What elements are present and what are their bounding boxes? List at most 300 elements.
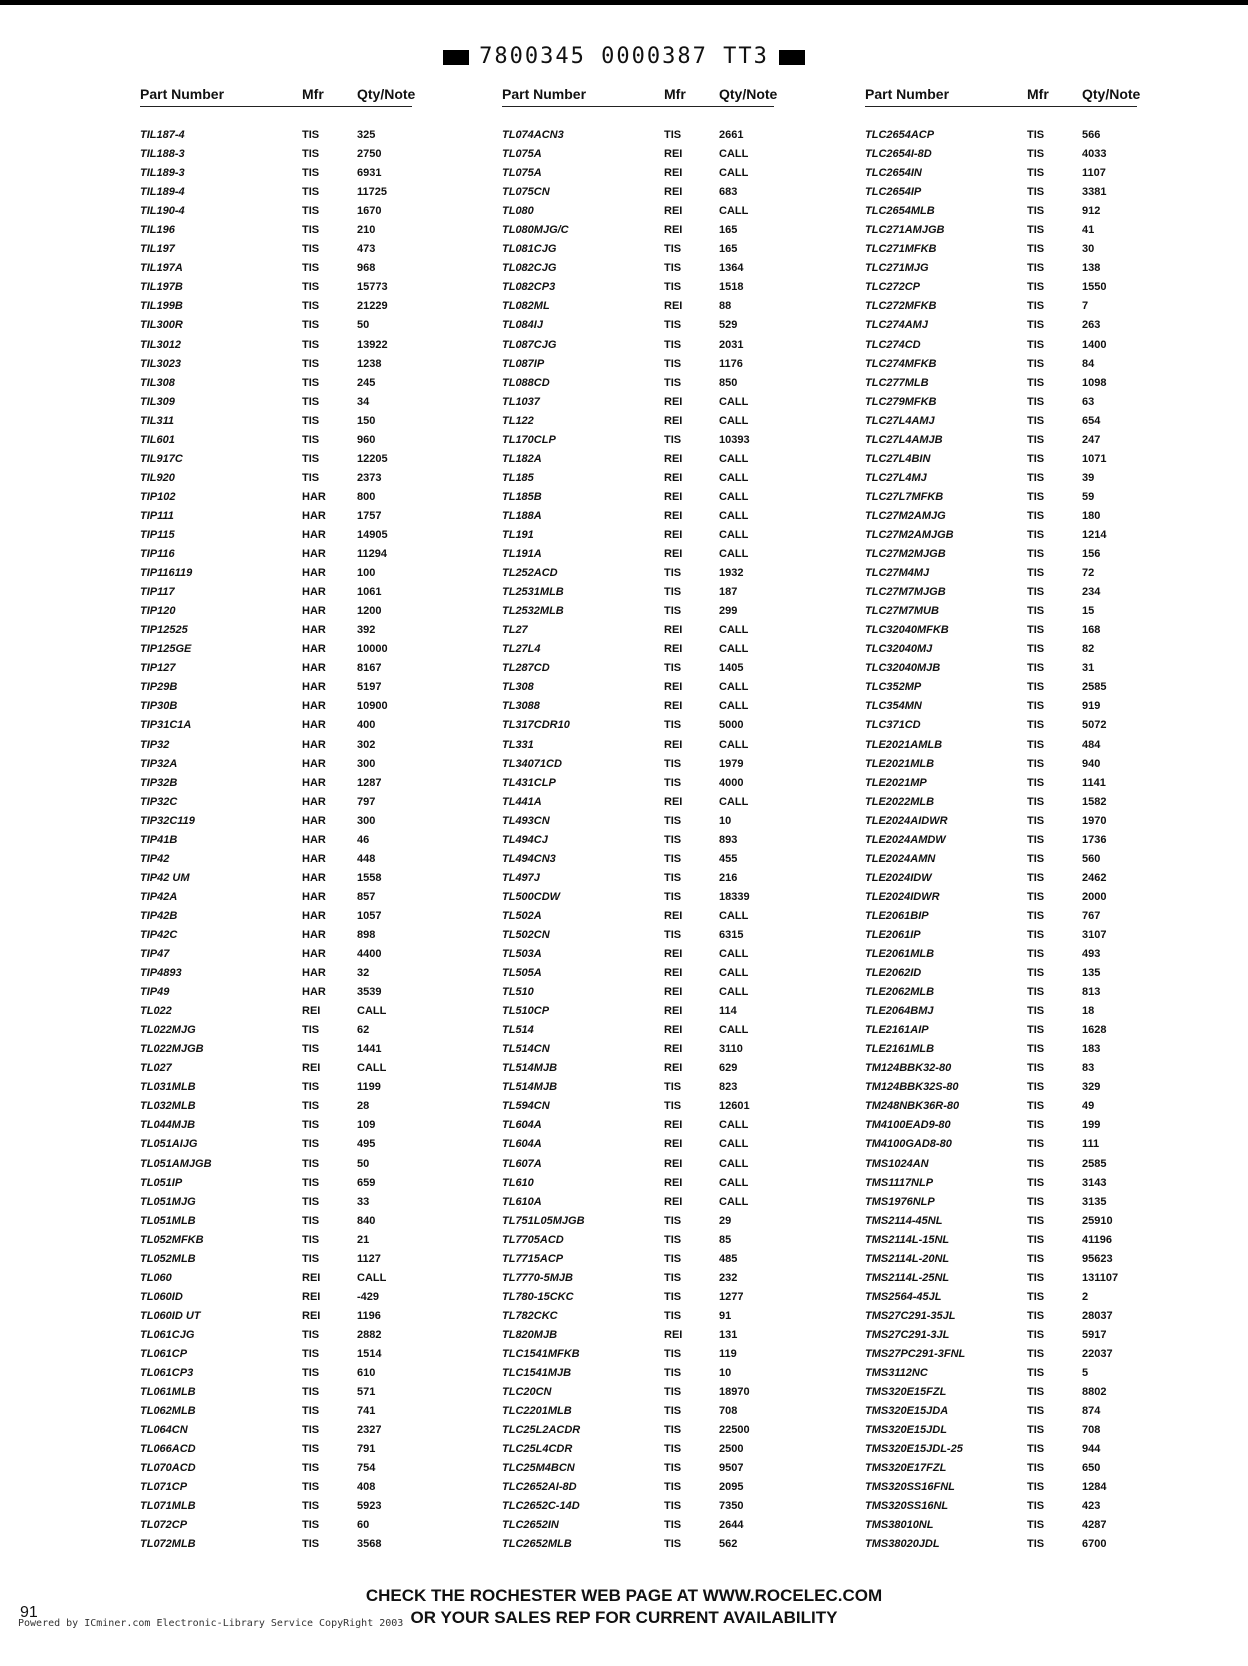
qty-note: 5923 <box>357 1500 382 1513</box>
manufacturer: REI <box>302 1309 321 1322</box>
qty-note: 187 <box>719 586 738 599</box>
part-number: TLC27M4MJ <box>865 567 930 580</box>
manufacturer: TIS <box>664 129 682 141</box>
qty-note: 874 <box>1082 1405 1101 1418</box>
column-header <box>865 84 1141 107</box>
table-row <box>865 450 1137 469</box>
table-row <box>140 336 412 355</box>
table-row <box>502 926 774 945</box>
manufacturer: TIS <box>1027 1424 1045 1437</box>
part-number: TL071CP <box>140 1481 188 1494</box>
qty-note: 1141 <box>1082 776 1106 789</box>
part-number: TMS320E17FZL <box>865 1462 947 1475</box>
table-row <box>502 355 774 374</box>
manufacturer: REI <box>664 986 683 999</box>
qty-note: 4400 <box>357 948 382 961</box>
table-row <box>865 431 1137 450</box>
part-number-heading: Part Number <box>502 86 587 102</box>
part-number: TLC2652MLB <box>502 1538 572 1551</box>
table-row <box>140 1250 412 1269</box>
part-number: TLC32040MJB <box>865 662 941 675</box>
part-number: TLC274AMJ <box>865 319 928 332</box>
qty-note: 21229 <box>357 300 388 313</box>
part-number: TL27L4 <box>502 643 541 656</box>
qty-note: 84 <box>1082 357 1095 370</box>
table-row <box>502 945 774 964</box>
part-number: TLC271MFKB <box>865 243 937 256</box>
table-row <box>140 316 412 335</box>
manufacturer: TIS <box>1027 948 1045 961</box>
qty-note: 46 <box>357 833 370 846</box>
table-row <box>140 907 412 926</box>
table-row <box>140 202 412 221</box>
part-number: TL510CP <box>502 1005 550 1018</box>
table-row <box>865 564 1137 583</box>
manufacturer: HAR <box>302 605 326 618</box>
manufacturer: TIS <box>664 1386 682 1399</box>
part-number: TIP111 <box>140 509 174 522</box>
manufacturer: REI <box>664 624 683 637</box>
table-row <box>140 678 412 697</box>
qty-note: 1736 <box>1082 833 1107 846</box>
part-number: TIL197B <box>140 281 183 294</box>
manufacturer: TIS <box>664 243 682 256</box>
manufacturer: TIS <box>664 1424 682 1437</box>
qty-note: 234 <box>1082 586 1101 599</box>
table-row <box>502 450 774 469</box>
part-number: TLC27L4BIN <box>865 452 931 465</box>
table-row <box>502 1059 774 1078</box>
part-number: TIP115 <box>140 528 175 541</box>
part-number: TIP42A <box>140 890 178 903</box>
qty-note: 109 <box>357 1119 376 1132</box>
manufacturer: TIS <box>1027 548 1045 561</box>
manufacturer: TIS <box>1027 376 1045 389</box>
qty-note: 1127 <box>357 1252 381 1265</box>
table-row <box>140 1116 412 1135</box>
part-number: TMS1117NLP <box>865 1176 934 1189</box>
table-row <box>865 1155 1137 1174</box>
table-row <box>502 1269 774 1288</box>
qty-note: 1514 <box>357 1348 382 1360</box>
table-row <box>502 1288 774 1307</box>
manufacturer: HAR <box>302 643 326 656</box>
qty-note: 5 <box>1082 1367 1089 1380</box>
qty-note: 2373 <box>357 471 382 484</box>
part-number: TMS2114-45NL <box>865 1214 943 1227</box>
manufacturer: TIS <box>302 1081 320 1094</box>
manufacturer: TIS <box>1027 890 1045 903</box>
table-row <box>140 1383 412 1402</box>
manufacturer: TIS <box>1027 1538 1045 1551</box>
part-number: TLC27M7MJGB <box>865 586 946 599</box>
table-row <box>140 259 412 278</box>
manufacturer: HAR <box>302 662 326 675</box>
part-number: TIP102 <box>140 490 176 503</box>
part-number: TL607A <box>502 1157 542 1170</box>
table-row <box>502 812 774 831</box>
manufacturer: TIS <box>1027 357 1045 370</box>
manufacturer: TIS <box>664 1081 682 1094</box>
manufacturer: HAR <box>302 852 326 865</box>
qty-note: CALL <box>719 1138 749 1151</box>
qty-note: 1518 <box>719 281 744 294</box>
part-number: TL044MJB <box>140 1119 196 1132</box>
manufacturer: REI <box>664 700 683 713</box>
qty-note: 1199 <box>357 1081 381 1094</box>
table-row <box>865 164 1137 183</box>
table-row <box>865 1345 1137 1364</box>
qty-note: 2095 <box>719 1481 744 1494</box>
qty-note: 18970 <box>719 1386 750 1399</box>
part-number: TL072CP <box>140 1519 188 1532</box>
table-row <box>140 926 412 945</box>
part-number: TL064CN <box>140 1424 188 1437</box>
manufacturer: REI <box>664 528 683 541</box>
table-row <box>502 716 774 735</box>
manufacturer: TIS <box>302 1367 320 1380</box>
manufacturer: TIS <box>1027 700 1045 713</box>
table-row <box>502 469 774 488</box>
manufacturer: TIS <box>302 148 320 161</box>
table-row <box>140 1326 412 1345</box>
table-row <box>140 983 412 1002</box>
table-row <box>140 564 412 583</box>
manufacturer: TIS <box>664 605 682 618</box>
part-number: TLC25L2ACDR <box>502 1424 581 1437</box>
part-number: TL494CJ <box>502 833 548 846</box>
table-row <box>502 1193 774 1212</box>
part-number: TL170CLP <box>502 433 556 446</box>
table-row <box>865 964 1137 983</box>
manufacturer: TIS <box>302 376 320 389</box>
part-number: TL431CLP <box>502 776 556 789</box>
part-number: TLC2654I-8D <box>865 148 932 161</box>
manufacturer: TIS <box>664 719 682 732</box>
table-row <box>865 1078 1137 1097</box>
table-row <box>502 1364 774 1383</box>
table-row <box>865 412 1137 431</box>
part-number: TMS27C291-3JL <box>865 1328 950 1341</box>
part-number: TL031MLB <box>140 1081 196 1094</box>
table-row <box>865 526 1137 545</box>
table-row <box>502 412 774 431</box>
qty-note: CALL <box>719 528 749 541</box>
table-row <box>865 488 1137 507</box>
table-row <box>502 278 774 297</box>
table-row <box>865 202 1137 221</box>
part-number: TL191A <box>502 548 542 561</box>
part-number: TL493CN <box>502 814 550 827</box>
table-row <box>140 1078 412 1097</box>
part-number: TL317CDR10 <box>502 719 570 732</box>
table-row <box>502 526 774 545</box>
manufacturer: TIS <box>302 1138 320 1151</box>
manufacturer: TIS <box>1027 586 1045 599</box>
table-row <box>140 1345 412 1364</box>
part-number: TL080MJG/C <box>502 224 569 237</box>
qty-note: 473 <box>357 243 376 256</box>
manufacturer: TIS <box>302 1195 320 1208</box>
qty-note: 21 <box>357 1233 370 1246</box>
manufacturer: TIS <box>1027 738 1045 751</box>
qty-note: CALL <box>719 909 749 922</box>
qty-note: 300 <box>357 814 376 827</box>
table-row <box>502 545 774 564</box>
table-row <box>140 1307 412 1326</box>
table-row <box>865 1212 1137 1231</box>
part-number: TIL920 <box>140 471 175 484</box>
manufacturer: TIS <box>1027 662 1045 675</box>
manufacturer: TIS <box>1027 757 1045 770</box>
parts-list <box>502 126 774 1555</box>
part-number: TL780-15CKC <box>502 1290 574 1303</box>
document-code-header <box>0 44 1248 69</box>
qty-note: 12205 <box>357 452 388 465</box>
table-row <box>865 145 1137 164</box>
manufacturer: TIS <box>302 186 320 199</box>
part-number: TLE2024AMN <box>865 852 936 865</box>
table-row <box>140 1497 412 1516</box>
manufacturer: TIS <box>1027 624 1045 637</box>
manufacturer: TIS <box>1027 852 1045 865</box>
qty-note: 1196 <box>357 1309 381 1322</box>
table-row <box>502 1440 774 1459</box>
qty-note: 63 <box>1082 395 1095 408</box>
part-number: TIP32C119 <box>140 814 195 827</box>
manufacturer: REI <box>664 1043 683 1056</box>
manufacturer: TIS <box>1027 719 1045 732</box>
manufacturer: TIS <box>302 1519 320 1532</box>
table-row <box>865 869 1137 888</box>
qty-note: 1364 <box>719 262 744 275</box>
qty-note: 28037 <box>1082 1309 1113 1322</box>
part-number: TL604A <box>502 1138 542 1151</box>
table-row <box>865 1440 1137 1459</box>
part-number: TL594CN <box>502 1100 550 1113</box>
qty-note: 754 <box>357 1462 376 1475</box>
table-row <box>140 1421 412 1440</box>
manufacturer: REI <box>302 1062 321 1075</box>
qty-note: 2661 <box>719 129 744 141</box>
manufacturer: TIS <box>664 1100 682 1113</box>
qty-note: 840 <box>357 1214 376 1227</box>
part-number: TLE2024AMDW <box>865 833 946 846</box>
qty-note: 156 <box>1082 548 1101 561</box>
table-row <box>865 850 1137 869</box>
part-number: TL080 <box>502 205 534 218</box>
qty-note: 2031 <box>719 338 744 351</box>
manufacturer: REI <box>664 205 683 218</box>
part-number: TLE2021AMLB <box>865 738 943 751</box>
manufacturer: TIS <box>1027 452 1045 465</box>
qty-note: 150 <box>357 414 376 427</box>
table-row <box>502 1040 774 1059</box>
part-number: TLC1541MJB <box>502 1367 572 1380</box>
manufacturer: TIS <box>664 586 682 599</box>
qty-note: 1061 <box>357 586 382 599</box>
qty-note: 3135 <box>1082 1195 1107 1208</box>
manufacturer: REI <box>664 1157 683 1170</box>
part-number: TIP4893 <box>140 967 182 980</box>
manufacturer: TIS <box>664 1290 682 1303</box>
part-number: TIL311 <box>140 414 175 427</box>
table-row <box>865 1116 1137 1135</box>
table-row <box>865 697 1137 716</box>
qty-note: 119 <box>719 1348 737 1360</box>
part-number: TL782CKC <box>502 1309 558 1322</box>
qty-note: CALL <box>719 148 749 161</box>
mfr-heading: Mfr <box>664 86 686 102</box>
qty-note-heading: Qty/Note <box>357 86 416 102</box>
qty-note: 708 <box>719 1405 738 1418</box>
part-number: TIP116119 <box>140 567 193 580</box>
table-row <box>140 278 412 297</box>
qty-note: 1550 <box>1082 281 1107 294</box>
manufacturer: HAR <box>302 871 326 884</box>
part-number: TIL308 <box>140 376 175 389</box>
manufacturer: TIS <box>1027 395 1045 408</box>
part-number: TL061CJG <box>140 1328 195 1341</box>
table-row <box>865 1059 1137 1078</box>
table-row <box>865 316 1137 335</box>
manufacturer: TIS <box>1027 471 1045 484</box>
table-row <box>140 469 412 488</box>
part-number: TIL187-4 <box>140 129 185 141</box>
qty-note: 329 <box>1082 1081 1101 1094</box>
part-number: TL494CN3 <box>502 852 556 865</box>
manufacturer: TIS <box>1027 1443 1045 1456</box>
part-number: TL185B <box>502 490 542 503</box>
manufacturer: TIS <box>1027 1043 1045 1056</box>
manufacturer: TIS <box>1027 300 1045 313</box>
mfr-heading: Mfr <box>1027 86 1049 102</box>
part-number: TL051AIJG <box>140 1138 198 1151</box>
part-number: TL075A <box>502 167 542 180</box>
manufacturer: TIS <box>664 1252 682 1265</box>
part-number: TIL199B <box>140 300 183 313</box>
manufacturer: TIS <box>1027 814 1045 827</box>
table-row <box>140 697 412 716</box>
qty-note: 2462 <box>1082 871 1107 884</box>
part-number: TL514CN <box>502 1043 550 1056</box>
table-row <box>865 183 1137 202</box>
table-row <box>140 374 412 393</box>
part-number: TLE2022MLB <box>865 795 935 808</box>
part-number: TLC2652IN <box>502 1519 559 1532</box>
qty-note: 2882 <box>357 1328 382 1341</box>
part-number: TMS27PC291-3FNL <box>865 1348 966 1360</box>
manufacturer: TIS <box>1027 1348 1045 1360</box>
qty-note: 9507 <box>719 1462 744 1475</box>
table-row <box>140 602 412 621</box>
manufacturer: TIS <box>302 1176 320 1189</box>
manufacturer: HAR <box>302 757 326 770</box>
table-row <box>140 1040 412 1059</box>
qty-note: 4287 <box>1082 1519 1107 1532</box>
table-row <box>865 793 1137 812</box>
part-number: TL082CP3 <box>502 281 556 294</box>
table-row <box>502 1250 774 1269</box>
table-row <box>502 907 774 926</box>
part-number: TLC25M4BCN <box>502 1462 575 1475</box>
table-row <box>502 1155 774 1174</box>
qty-note: CALL <box>357 1005 387 1018</box>
table-row <box>140 1440 412 1459</box>
qty-note: 247 <box>1082 433 1101 446</box>
manufacturer: TIS <box>302 167 320 180</box>
table-row <box>865 126 1137 145</box>
qty-note: 455 <box>719 852 738 865</box>
manufacturer: TIS <box>302 1043 320 1056</box>
qty-note: 495 <box>357 1138 376 1151</box>
part-number: TIP47 <box>140 948 170 961</box>
part-number: TL084IJ <box>502 319 543 332</box>
part-number-heading: Part Number <box>140 86 225 102</box>
manufacturer: TIS <box>302 205 320 218</box>
part-number: TL022MJG <box>140 1024 196 1037</box>
part-number: TL514 <box>502 1024 534 1037</box>
part-number: TLC27L4MJ <box>865 471 927 484</box>
part-number: TIL197 <box>140 243 175 256</box>
manufacturer: TIS <box>1027 1138 1045 1151</box>
part-number: TLC27M2AMJGB <box>865 528 954 541</box>
column-header <box>140 84 416 107</box>
table-row <box>502 164 774 183</box>
part-number: TL191 <box>502 528 534 541</box>
part-number: TMS2114L-20NL <box>865 1252 950 1265</box>
table-row <box>865 1135 1137 1154</box>
manufacturer: TIS <box>302 1252 320 1265</box>
qty-note: 135 <box>1082 967 1101 980</box>
table-row <box>140 831 412 850</box>
table-row <box>502 659 774 678</box>
qty-note: 10393 <box>719 433 750 446</box>
qty-note: 629 <box>719 1062 738 1075</box>
part-number: TL2532MLB <box>502 605 564 618</box>
table-row <box>140 716 412 735</box>
part-number: TIP49 <box>140 986 170 999</box>
qty-note: CALL <box>719 1176 749 1189</box>
manufacturer: TIS <box>1027 262 1045 275</box>
part-number: TL514MJB <box>502 1062 558 1075</box>
qty-note: CALL <box>357 1062 387 1075</box>
part-number: TM124BBK32-80 <box>865 1062 952 1075</box>
document-code: 7800345 0000387 TT3 <box>479 44 769 69</box>
qty-note: 3143 <box>1082 1176 1107 1189</box>
qty-note: 919 <box>1082 700 1101 713</box>
part-number: TL514MJB <box>502 1081 558 1094</box>
manufacturer: HAR <box>302 986 326 999</box>
table-row <box>140 1059 412 1078</box>
qty-note: 95623 <box>1082 1252 1113 1265</box>
qty-note: 1176 <box>719 357 743 370</box>
qty-note: 893 <box>719 833 738 846</box>
part-number: TIP32A <box>140 757 178 770</box>
table-row <box>502 126 774 145</box>
manufacturer: TIS <box>1027 1367 1045 1380</box>
manufacturer: TIS <box>664 1538 682 1551</box>
qty-note: 800 <box>357 490 376 503</box>
part-number: TL072MLB <box>140 1538 196 1551</box>
manufacturer: TIS <box>1027 909 1045 922</box>
qty-note: 400 <box>357 719 376 732</box>
qty-note: 797 <box>357 795 376 808</box>
qty-note: 34 <box>357 395 370 408</box>
qty-note: 91 <box>719 1309 732 1322</box>
table-row <box>502 983 774 1002</box>
manufacturer: TIS <box>664 281 682 294</box>
